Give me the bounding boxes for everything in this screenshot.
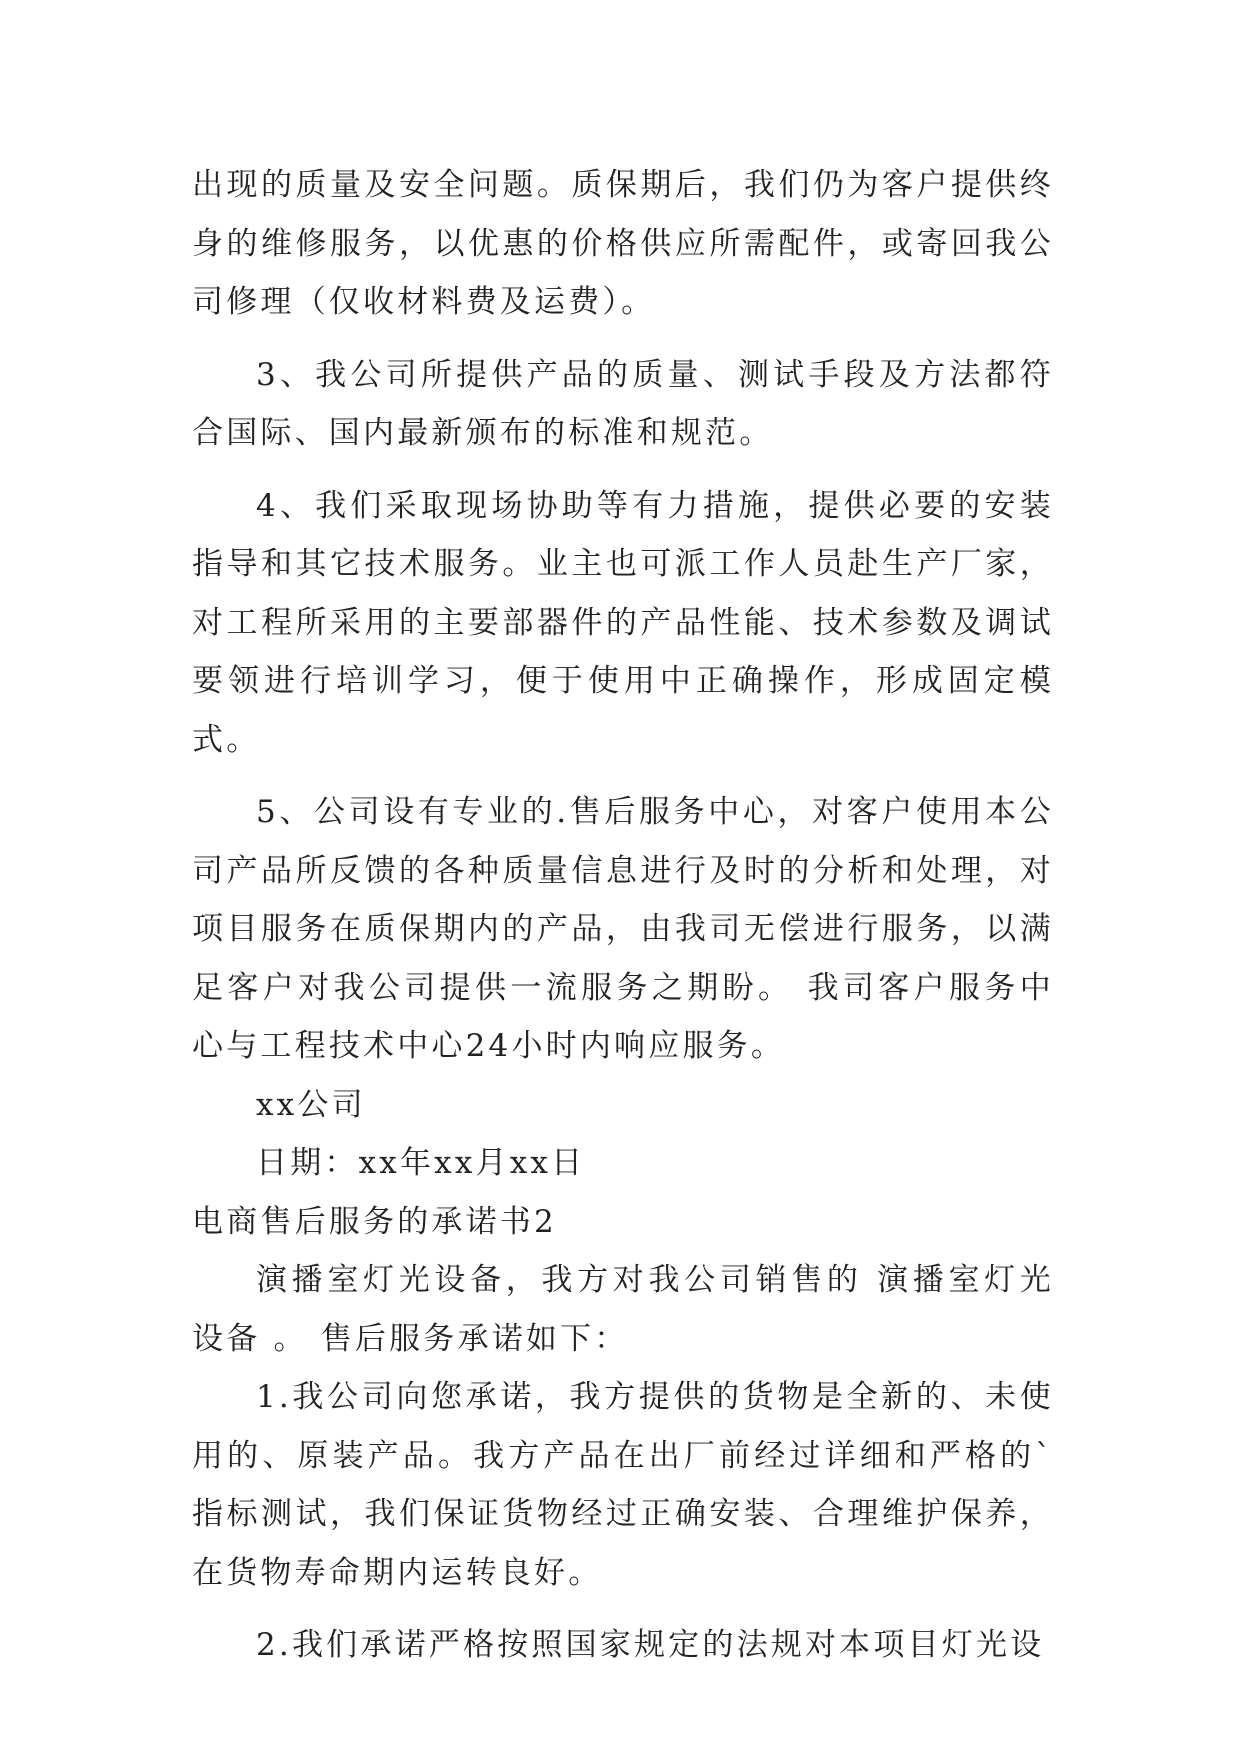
section-item-1: 1.我公司向您承诺，我方提供的货物是全新的、未使用的、原装产品。我方产品在出厂前经过详细和严格的`指标测试，我们保证货物经过正确安装、合理维护保养，在货物寿命期内运转良好。 bbox=[192, 1379, 1054, 1591]
paragraph-item-4: 4、我们采取现场协助等有力措施，提供必要的安装指导和其它技术服务。业主也可派工作人员赴生产厂家，对工程所采用的主要部器件的产品性能、技术参数及调试要领进行培训学习，便于使用中正确操作，形成固定模式。 bbox=[192, 487, 1054, 758]
section-title: 电商售后服务的承诺书2 bbox=[192, 1203, 557, 1240]
paragraph-continuation: 出现的质量及安全问题。质保期后，我们仍为客户提供终身的维修服务，以优惠的价格供应所需配件，或寄回我公司修理（仅收材料费及运费）。 bbox=[192, 167, 1054, 320]
signature-date: 日期：xx年xx月xx日 bbox=[256, 1145, 586, 1181]
section-item-2: 2.我们承诺严格按照国家规定的法规对本项目灯光设 bbox=[256, 1627, 1045, 1663]
section-intro: 演播室灯光设备，我方对我公司销售的 演播室灯光设备 。 售后服务承诺如下： bbox=[192, 1262, 1054, 1357]
paragraph-item-5: 5、公司设有专业的.售后服务中心，对客户使用本公司产品所反馈的各种质量信息进行及时的分析和处理，对项目服务在质保期内的产品，由我司无偿进行服务，以满足客户对我公司提供一流服务之期盼。 我司客户服务中心与工程技术中心24小时内响应服务。 bbox=[192, 794, 1054, 1064]
document-page bbox=[192, 156, 1054, 1675]
paragraph-item-3: 3、我公司所提供产品的质量、测试手段及方法都符合国际、国内最新颁布的标准和规范。 bbox=[192, 356, 1054, 451]
signature-company: xx公司 bbox=[256, 1086, 366, 1123]
